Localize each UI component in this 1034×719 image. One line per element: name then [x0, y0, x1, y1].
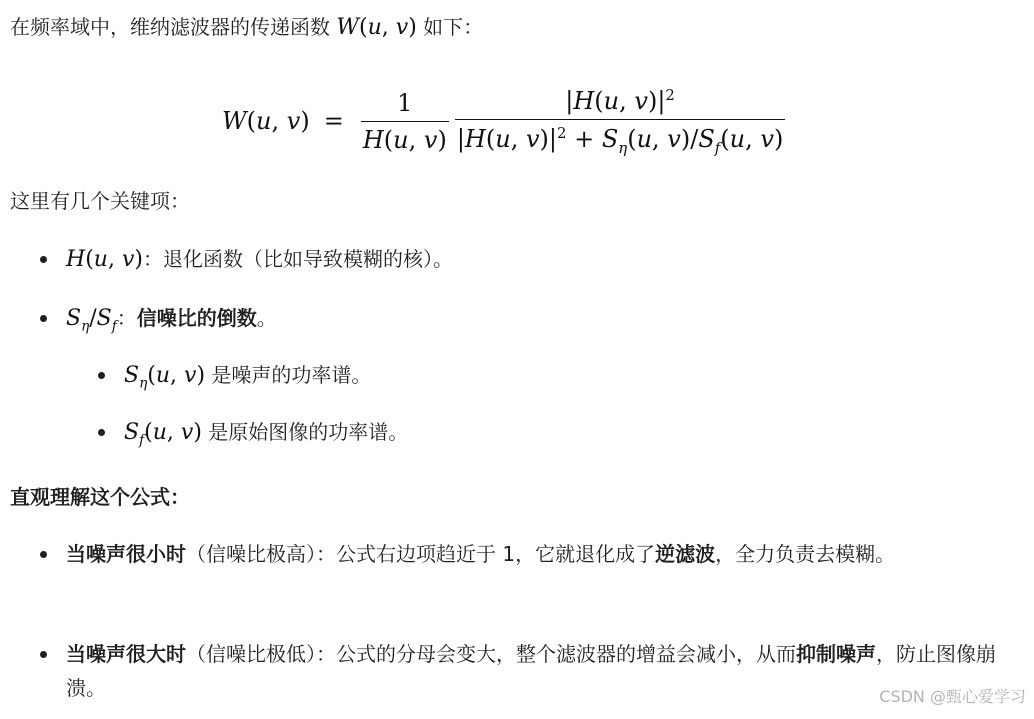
bullet: [40, 551, 47, 558]
list-item: H(u, v)：退化函数（比如导致模糊的核）。: [66, 245, 453, 274]
wiener-formula: [222, 86, 788, 157]
understanding-heading: 直观理解这个公式：: [10, 485, 190, 509]
sub-term-text: 是噪声的功率谱。: [211, 363, 372, 387]
list-item: $S_\eta/S_f$：信噪比的倒数。: [66, 304, 277, 340]
sub-term-symbol: $S_\eta(u$, v): [124, 363, 206, 392]
fraction-2-numerator: |H(u, $v)|^2$: [565, 86, 675, 115]
term-text: 退化函数（比如导致模糊的核）。: [162, 247, 453, 271]
sub-term-symbol: $S_f(u$, v): [124, 420, 202, 449]
fraction-2-denominator: |H(u, $v)|^2 + S_\eta(u$, $v)/S_f(u$, v): [455, 119, 786, 157]
bullet: [40, 256, 47, 263]
fraction-1-numerator: 1: [397, 88, 413, 117]
bullet: [40, 315, 47, 322]
fraction-1: [361, 89, 449, 154]
list-item: 当噪声很大时（信噪比极低）：公式的分母会变大，整个滤波器的增益会减小，从而抑制噪声，防止图像崩溃。: [66, 637, 1026, 705]
term-symbol: $S_\eta/S_f$: [66, 306, 117, 335]
sub-term-text: 是原始图像的功率谱。: [208, 420, 409, 444]
formula-equals: =: [323, 107, 344, 136]
intro-suffix: 如下：: [423, 15, 484, 39]
fraction-1-denominator: H(u, v): [361, 121, 449, 154]
intro-text: 在频率域中，维纳滤波器的传递函数: [10, 15, 330, 39]
intro-paragraph: [10, 13, 483, 42]
bullet: [98, 372, 105, 379]
term-bold-text: 信噪比的倒数: [136, 306, 257, 330]
sub-list-item: [124, 418, 408, 454]
formula-lhs: W(u, v): [222, 107, 310, 136]
term-symbol: H(u, v): [66, 247, 143, 272]
sub-list-item: [124, 361, 371, 397]
fraction-2: [455, 86, 786, 157]
list-item: 当噪声很小时（信噪比极高）：公式右边项趋近于 1，它就退化成了逆滤波，全力负责去模糊。: [66, 537, 1026, 571]
bullet: [98, 429, 105, 436]
watermark: CSDN @甄心爱学习: [879, 687, 1026, 706]
key-terms-heading: 这里有几个关键项：: [10, 189, 190, 213]
bullet: [40, 651, 47, 658]
w-symbol: W(u, v): [336, 15, 417, 40]
